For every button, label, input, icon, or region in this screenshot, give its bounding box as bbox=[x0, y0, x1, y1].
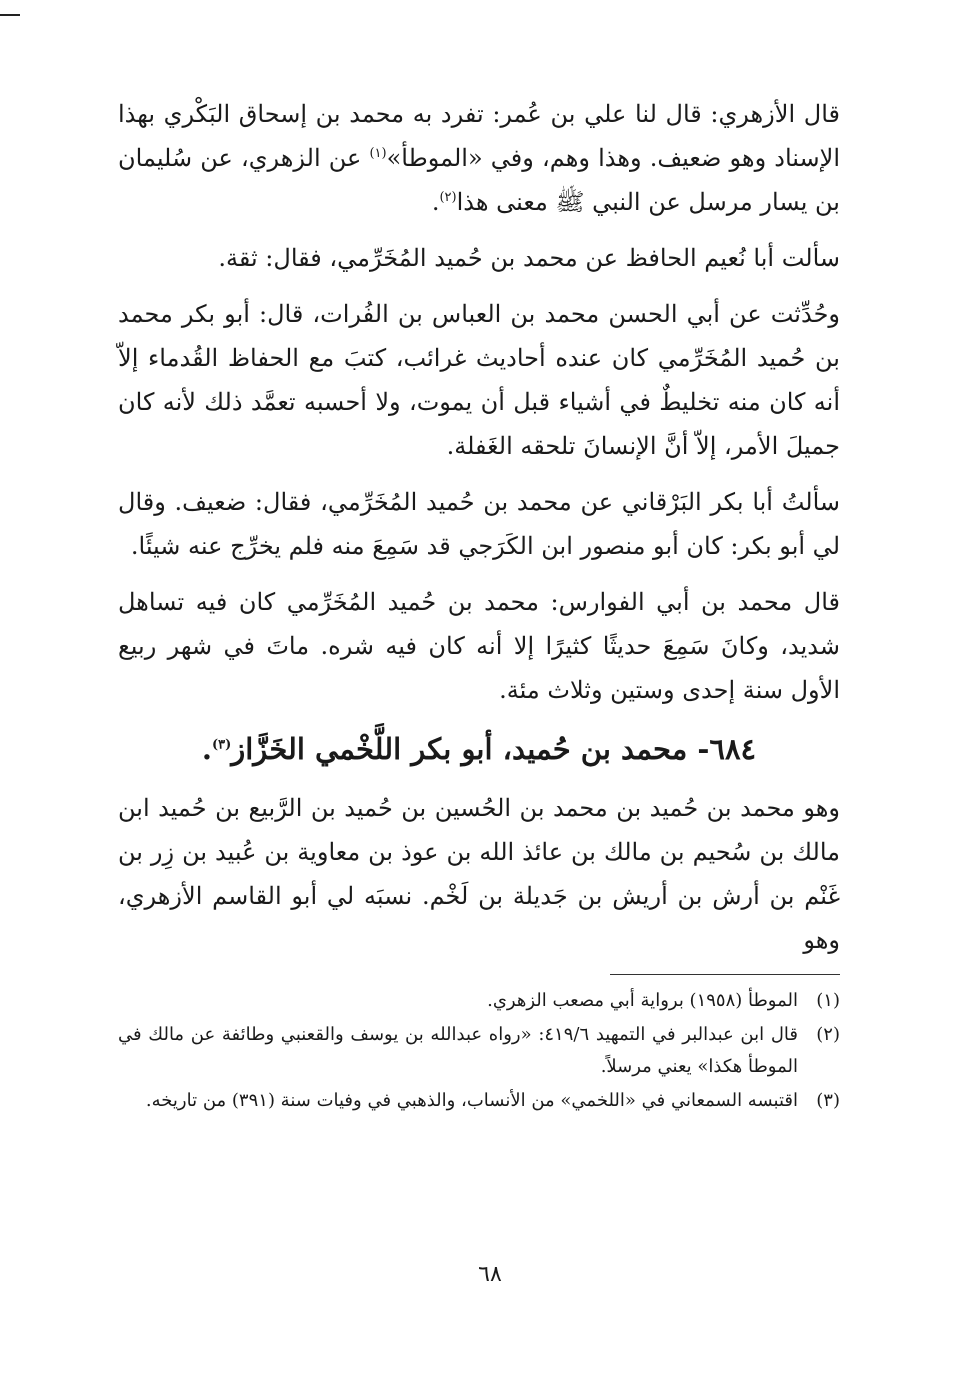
paragraph-text: قال الأزهري: قال لنا علي بن عُمر: تفرد به محمد بن إسحاق البَكْري بهذا الإسناد وهو ضعيف. وهذا وهم، وفي «الموطأ» bbox=[118, 100, 840, 172]
footnote-number: (١) bbox=[816, 990, 840, 1011]
entry-heading bbox=[118, 724, 840, 774]
entry-heading-end: . bbox=[201, 732, 212, 766]
footnote-3 bbox=[118, 1085, 840, 1117]
document-page bbox=[118, 92, 840, 1119]
scan-corner-mark bbox=[0, 0, 20, 16]
paragraph-text: عن الزهري، عن سُليمان بن يسار مرسل عن النبي ﷺ معنى هذا bbox=[118, 144, 840, 216]
footnotes bbox=[118, 985, 840, 1117]
page-number: ٦٨ bbox=[478, 1262, 502, 1287]
entry-heading-text: ٦٨٤- محمد بن حُميد، أبو بكر اللَّخْمي الخَزَّاز bbox=[231, 732, 757, 766]
footnote-text: اقتبسه السمعاني في «اللخمي» من الأنساب، والذهبي في وفيات سنة (٣٩١) من تاريخه. bbox=[145, 1090, 798, 1111]
footnote-ref[interactable]: (٢) bbox=[439, 190, 457, 205]
paragraph-abu-nuaym: سألت أبا نُعيم الحافظ عن محمد بن حُميد المُخَرِّمي، فقال: ثقة. bbox=[218, 244, 840, 272]
footnote-ref[interactable]: (٣) bbox=[211, 737, 232, 753]
paragraph-text: . bbox=[431, 188, 440, 216]
footnote-text: الموطأ (١٩٥٨) برواية أبي مصعب الزهري. bbox=[487, 990, 798, 1011]
footnote-number: (٣) bbox=[816, 1090, 840, 1111]
paragraph-ibn-alfurat: وحُدِّثت عن أبي الحسن محمد بن العباس بن الفُرات، قال: أبو بكر محمد بن حُميد المُخَرِّمي كان عنده أحاديث غرائب، كتبَ مع الحفاظ القُدماء إلاّ أنه كان منه تخليطٌ في أشياء قبل أن يموت، ولا أحسبه تعمَّد ذلك لأنه كان جميلَ الأمر، إلاّ أنَّ الإنسانَ تلحقه الغَفلة. bbox=[118, 300, 840, 460]
paragraph-ibn-abi-alfawaris: قال محمد بن أبي الفوارس: محمد بن حُميد المُخَرِّمي كان فيه تساهل شديد، وكانَ سَمِعَ حديثًا كثيرًا إلا أنه كان فيه شره. ماتَ في شهر ربيع الأول سنة إحدى وستين وثلاث مئة. bbox=[118, 588, 840, 704]
footnote-divider bbox=[610, 974, 840, 975]
footnote-ref[interactable]: (١) bbox=[369, 146, 387, 161]
paragraph-barqani: سألتُ أبا بكر البَرْقاني عن محمد بن حُميد المُخَرِّمي، فقال: ضعيف. وقال لي أبو بكر: كان أبو منصور ابن الكَرَجي قد سَمِعَ منه فلم يخرِّج عنه شيئًا. bbox=[118, 488, 840, 560]
footnote-text: قال ابن عبدالبر في التمهيد ٤١٩/٦: «رواه عبدالله بن يوسف والقعنبي وطائفة عن مالك في الموطأ هكذا» يعني مرسلاً. bbox=[118, 1024, 798, 1077]
paragraph-azhari bbox=[118, 92, 840, 224]
paragraph-lineage: وهو محمد بن حُميد بن محمد بن الحُسين بن حُميد بن الرَّبيع بن حُميد ابن مالك بن سُحيم بن مالك بن عائذ الله بن عوذ بن معاوية بن عُبيد بن زِر بن غَنْم بن أرش بن أريش بن جَديلة بن لَخْم. نسبَه لي أبو القاسم الأزهري، وهو bbox=[118, 794, 841, 954]
footnote-1 bbox=[118, 985, 840, 1017]
footnote-2 bbox=[118, 1019, 840, 1083]
footnote-number: (٢) bbox=[816, 1024, 840, 1045]
